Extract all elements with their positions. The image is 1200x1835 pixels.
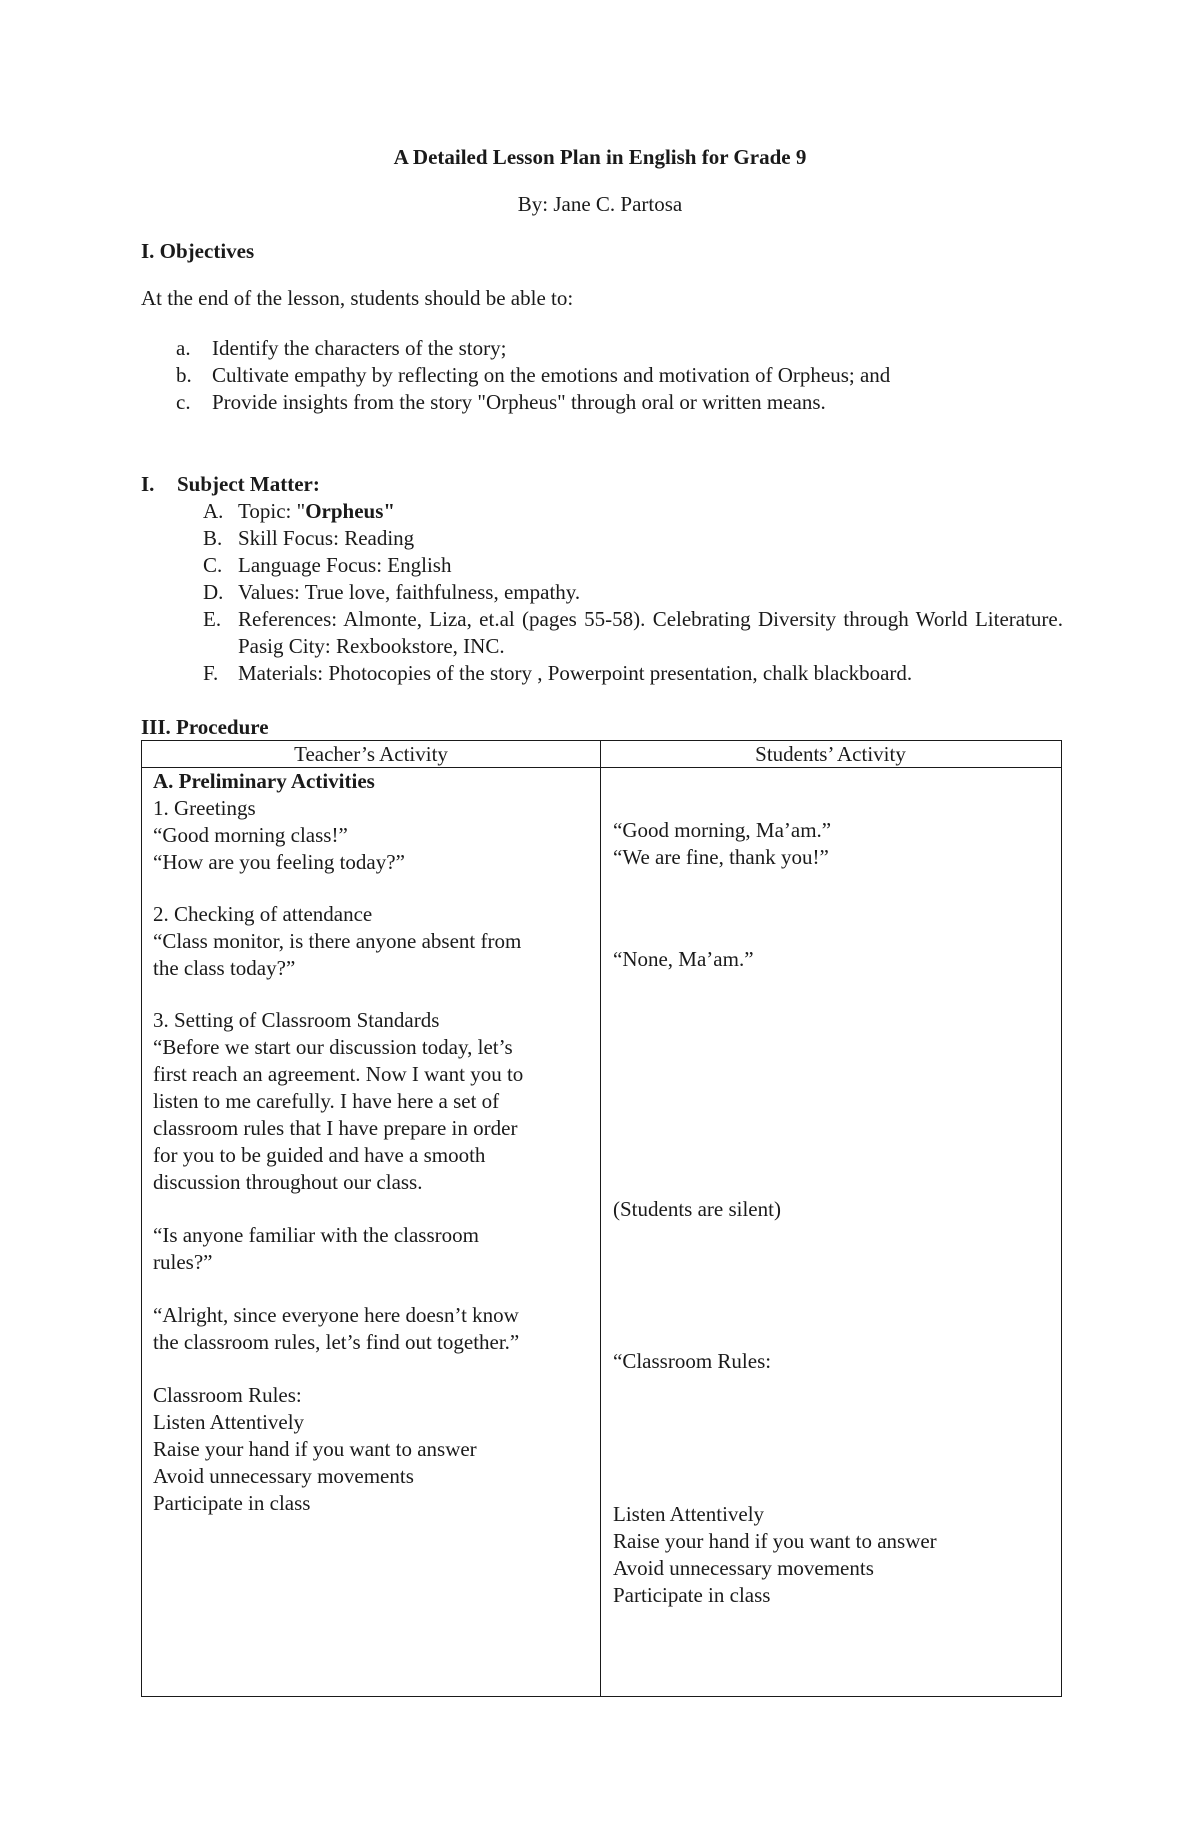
teacher-line: “Class monitor, is there anyone absent from: [153, 929, 522, 953]
column-divider: [600, 741, 601, 1696]
teacher-line: listen to me carefully. I have here a set of: [153, 1089, 500, 1113]
subject-item: Language Focus: English: [238, 553, 452, 577]
objectives-intro: At the end of the lesson, students should be able to:: [141, 286, 574, 310]
teacher-line: Raise your hand if you want to answer: [153, 1437, 477, 1461]
teacher-line: for you to be guided and have a smooth: [153, 1143, 486, 1167]
teacher-line: “Good morning class!”: [153, 823, 348, 847]
objective-letter: a.: [176, 336, 191, 360]
subject-item-letter: A.: [203, 499, 224, 523]
document-title: A Detailed Lesson Plan in English for Grade 9: [393, 145, 807, 169]
objective-letter: c.: [176, 390, 191, 414]
student-line: (Students are silent): [613, 1197, 781, 1221]
objective-letter: b.: [176, 363, 192, 387]
teacher-line: rules?”: [153, 1250, 213, 1274]
subject-item: Values: True love, faithfulness, empathy.: [238, 580, 581, 604]
objective-item: Provide insights from the story "Orpheus" through oral or written means.: [212, 390, 826, 414]
teacher-line: the classroom rules, let’s find out together.”: [153, 1330, 520, 1354]
subject-item-letter: C.: [203, 553, 223, 577]
teacher-line: Listen Attentively: [153, 1410, 305, 1434]
teacher-line: 2. Checking of attendance: [153, 902, 373, 926]
teacher-line: Avoid unnecessary movements: [153, 1464, 414, 1488]
subject-item: Skill Focus: Reading: [238, 526, 415, 550]
students-activity-header: Students’ Activity: [755, 742, 906, 766]
subject-item-letter: D.: [203, 580, 224, 604]
subject-item-letter: F.: [203, 661, 219, 685]
student-line: Avoid unnecessary movements: [613, 1556, 874, 1580]
student-line: Raise your hand if you want to answer: [613, 1529, 937, 1553]
teacher-line: discussion throughout our class.: [153, 1170, 423, 1194]
student-line: Participate in class: [613, 1583, 771, 1607]
subject-item: Materials: Photocopies of the story , Powerpoint presentation, chalk blackboard.: [238, 661, 913, 685]
objective-item: Cultivate empathy by reflecting on the emotions and motivation of Orpheus; and: [212, 363, 891, 387]
teacher-line: “How are you feeling today?”: [153, 850, 405, 874]
teacher-line: classroom rules that I have prepare in order: [153, 1116, 518, 1140]
teacher-activity-header: Teacher’s Activity: [294, 742, 448, 766]
preliminary-activities-heading: A. Preliminary Activities: [153, 769, 375, 793]
teacher-line: “Before we start our discussion today, let’s: [153, 1035, 513, 1059]
teacher-line: 3. Setting of Classroom Standards: [153, 1008, 440, 1032]
topic-title: Orpheus": [305, 499, 396, 523]
teacher-line: “Alright, since everyone here doesn’t know: [153, 1303, 519, 1327]
subject-item-letter: E.: [203, 607, 222, 631]
student-line: Listen Attentively: [613, 1502, 765, 1526]
teacher-line: the class today?”: [153, 956, 296, 980]
subject-item-references: References: Almonte, Liza, et.al (pages 55-58). Celebrating Diversity through World Literature. Pasig City: Rexbookstore, INC.: [238, 607, 1063, 658]
subject-item-topic: [238, 498, 395, 525]
author-byline: By: Jane C. Partosa: [517, 192, 683, 216]
teacher-line: Participate in class: [153, 1491, 311, 1515]
subject-matter-heading: Subject Matter:: [177, 472, 320, 496]
teacher-line: “Is anyone familiar with the classroom: [153, 1223, 479, 1247]
procedure-table: [141, 740, 1062, 1697]
student-line: “None, Ma’am.”: [613, 947, 754, 971]
student-line: “Classroom Rules:: [613, 1349, 772, 1373]
teacher-line: Classroom Rules:: [153, 1383, 302, 1407]
student-line: “Good morning, Ma’am.”: [613, 818, 832, 842]
topic-prefix: Topic: ": [238, 499, 306, 523]
student-line: “We are fine, thank you!”: [613, 845, 829, 869]
teacher-line: 1. Greetings: [153, 796, 256, 820]
teacher-line: first reach an agreement. Now I want you to: [153, 1062, 524, 1086]
objectives-heading: I. Objectives: [141, 239, 255, 263]
subject-matter-numeral: I.: [141, 472, 155, 496]
objective-item: Identify the characters of the story;: [212, 336, 507, 360]
subject-item-letter: B.: [203, 526, 223, 550]
procedure-heading: III. Procedure: [141, 715, 269, 739]
